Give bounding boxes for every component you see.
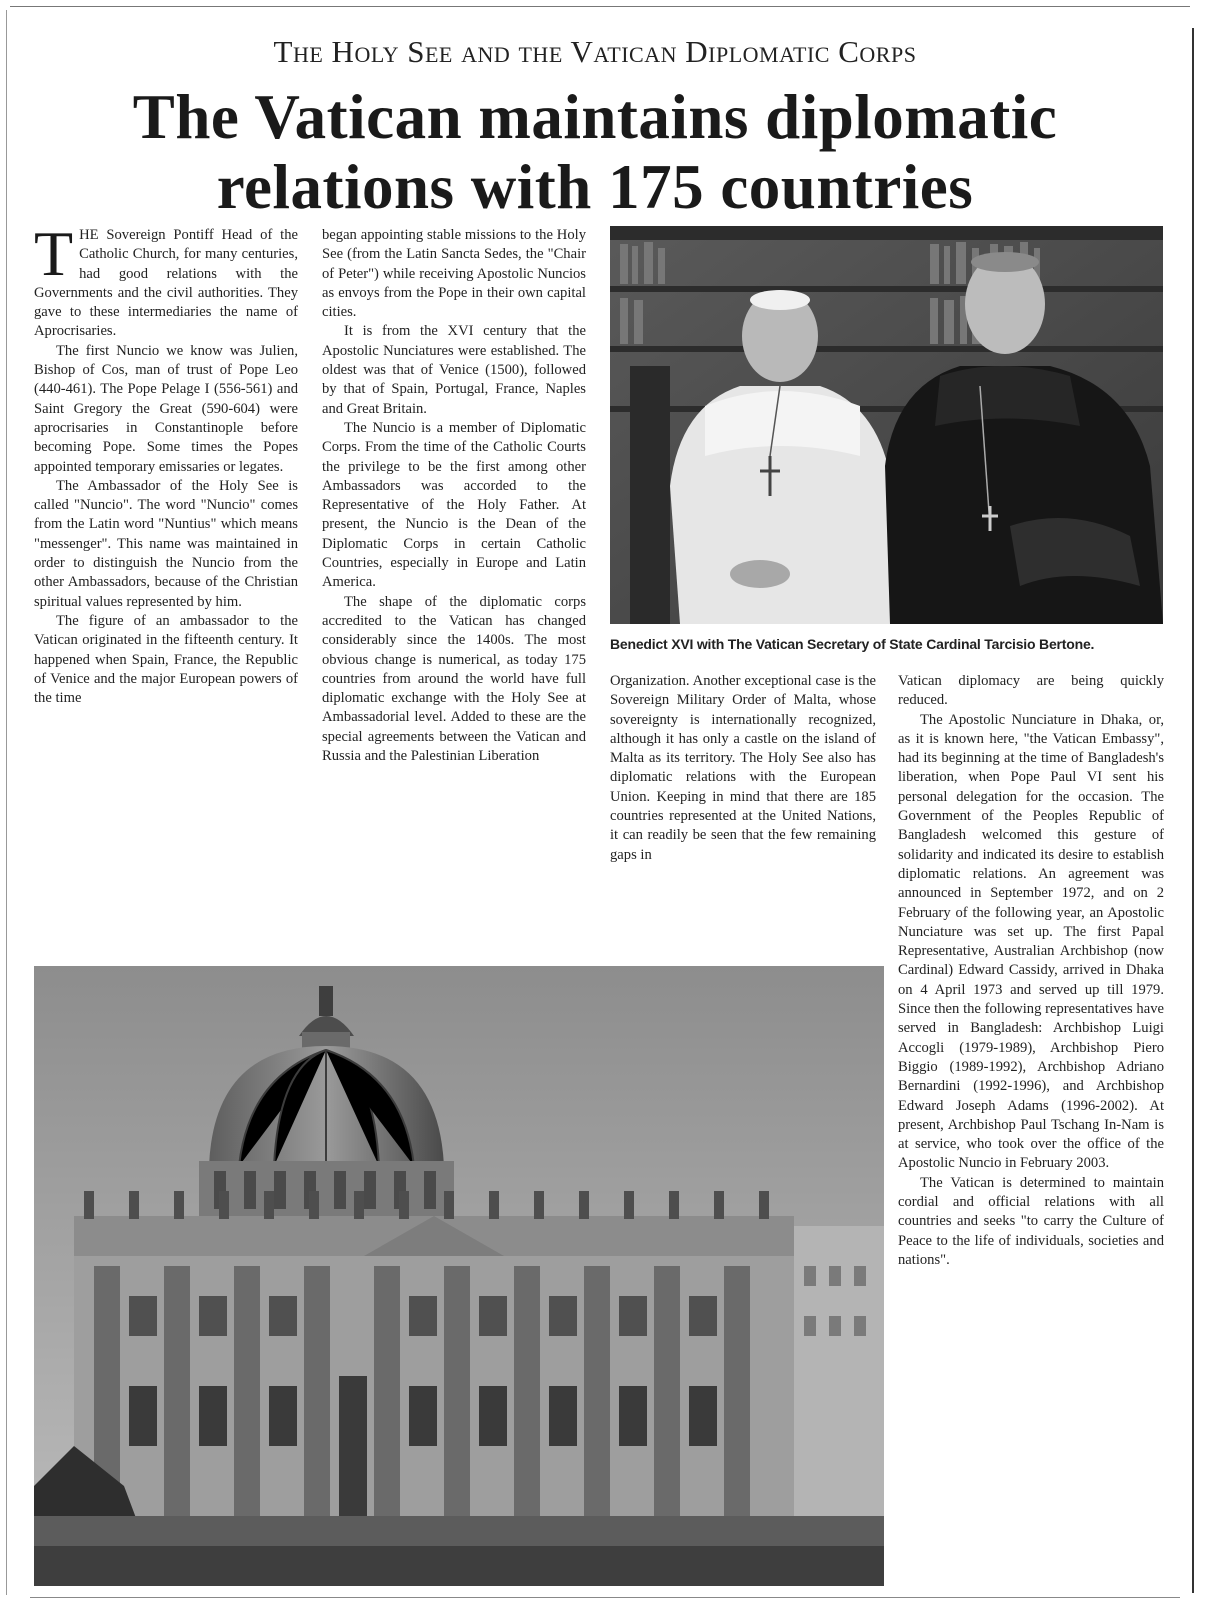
bottom-rule [30, 1597, 1180, 1598]
paragraph: began appointing stable missions to the Holy See (from the Latin Sancta Sedes, the "Chair of Peter") while receiving Apostolic Nuncios as envoys from the Pope in their own capital cities. [322, 227, 586, 321]
article-column-2 [322, 226, 586, 766]
paragraph: The Vatican is determined to maintain cordial and official relations with all countries and seeks "to carry the Culture of Peace to the life of individuals, societies and nations". [898, 1174, 1164, 1268]
left-rule [6, 10, 7, 1595]
right-rule [1192, 28, 1194, 1593]
article-column-4 [898, 672, 1164, 1270]
paragraph: It is from the XVI century that the Apostolic Nunciatures were established. The oldest was that of Venice (1500), followed by that of Spain, Portugal, France, Naples and Great Britain. [322, 323, 586, 417]
headline [0, 82, 1190, 222]
headline-line-1: The Vatican maintains diplomatic [132, 82, 1058, 152]
top-rule [10, 6, 1190, 7]
article-column-1 [34, 218, 298, 708]
paragraph: The Nuncio is a member of Diplomatic Corps. From the time of the Catholic Courts the privilege to be the first among other Ambassadors was accorded to the Representative of the Holy Father. At present, the Nuncio is the Dean of the Diplomatic Corps in certain Catholic Countries, especially in Europe and Latin America. [322, 419, 586, 591]
paragraph: Organization. Another exceptional case is the Sovereign Military Order of Malta, whose sovereignty is internationally recognized, although it has only a castle on the island of Malta as its territory. The Holy See also has diplomatic relations with the European Union. Keeping in mind that there are 185 countries represented at the United Nations, it can readily be seen that the few remaining gaps in [610, 673, 876, 863]
photo-caption: Benedict XVI with The Vatican Secretary of State Cardinal Tarcisio Bertone. [610, 636, 1095, 652]
paragraph: The Ambassador of the Holy See is called "Nuncio". The word "Nuncio" comes from the Latin word "Nuntius" which means "messenger". This name was maintained in order to distinguish the Nuncio from the other Ambassadors, because of the Christian spiritual values represented by him. [34, 477, 298, 610]
kicker: The Holy See and the Vatican Diplomatic Corps [273, 34, 917, 69]
paragraph: Vatican diplomacy are being quickly reduced. [898, 673, 1164, 709]
dropcap: T [34, 218, 74, 289]
article-column-3 [610, 672, 876, 865]
paragraph: The first Nuncio we know was Julien, Bishop of Cos, man of trust of Pope Leo (440-461). The Pope Pelage I (556-561) and Saint Gregory the Great (590-604) were aprocrisaries in Constantinople before becoming Pope. Some times the Popes appointed temporary emissaries or legates. [34, 342, 298, 475]
headline-line-2: relations with 175 countries [216, 152, 974, 222]
paragraph: THE Sovereign Pontiff Head of the Catholic Church, for many centuries, had good relations with the Governments and the civil authorities. They gave to these intermediaries the name of Aprocrisaries. [34, 218, 298, 340]
photo-pope-and-cardinal [610, 226, 1163, 624]
paragraph: The shape of the diplomatic corps accredited to the Vatican has changed considerably since the 1400s. The most obvious change is numerical, as today 175 countries from around the world have full diplomatic exchange with the Holy See at Ambassadorial level. Added to these are the special agreements between the Vatican and Russia and the Palestinian Liberation [322, 593, 586, 765]
photo-st-peters-basilica [34, 966, 884, 1586]
paragraph: The figure of an ambassador to the Vatican originated in the fifteenth century. It happened when Spain, France, the Republic of Venice and the major European powers of the time [34, 612, 298, 707]
paragraph: The Apostolic Nunciature in Dhaka, or, as it is known here, "the Vatican Embassy", had its beginning at the time of Bangladesh's liberation, when Pope Paul VI sent his personal delegation for the occasion. The Government of the Peoples Republic of Bangladesh welcomed this gesture of solidarity and indicated its desire to establish diplomatic relations. An agreement was announced in September 1972, and on 2 February of the following year, an Apostolic Nunciature was set up. The first Papal Representative, Australian Archbishop (now Cardinal) Edward Cassidy, arrived in Dhaka on 4 April 1973 and served up till 1979. Since then the following representatives have served in Bangladesh: Archbishop Luigi Accogli (1979-1989), Archbishop Piero Biggio (1989-1992), Archbishop Adriano Bernardini (1992-1996), and Archbishop Edward Joseph Adams (1996-2002). At present, Archbishop Paul Tschang In-Nam is at service, who took over the office of the Apostolic Nuncio in February 2003. [898, 711, 1164, 1172]
